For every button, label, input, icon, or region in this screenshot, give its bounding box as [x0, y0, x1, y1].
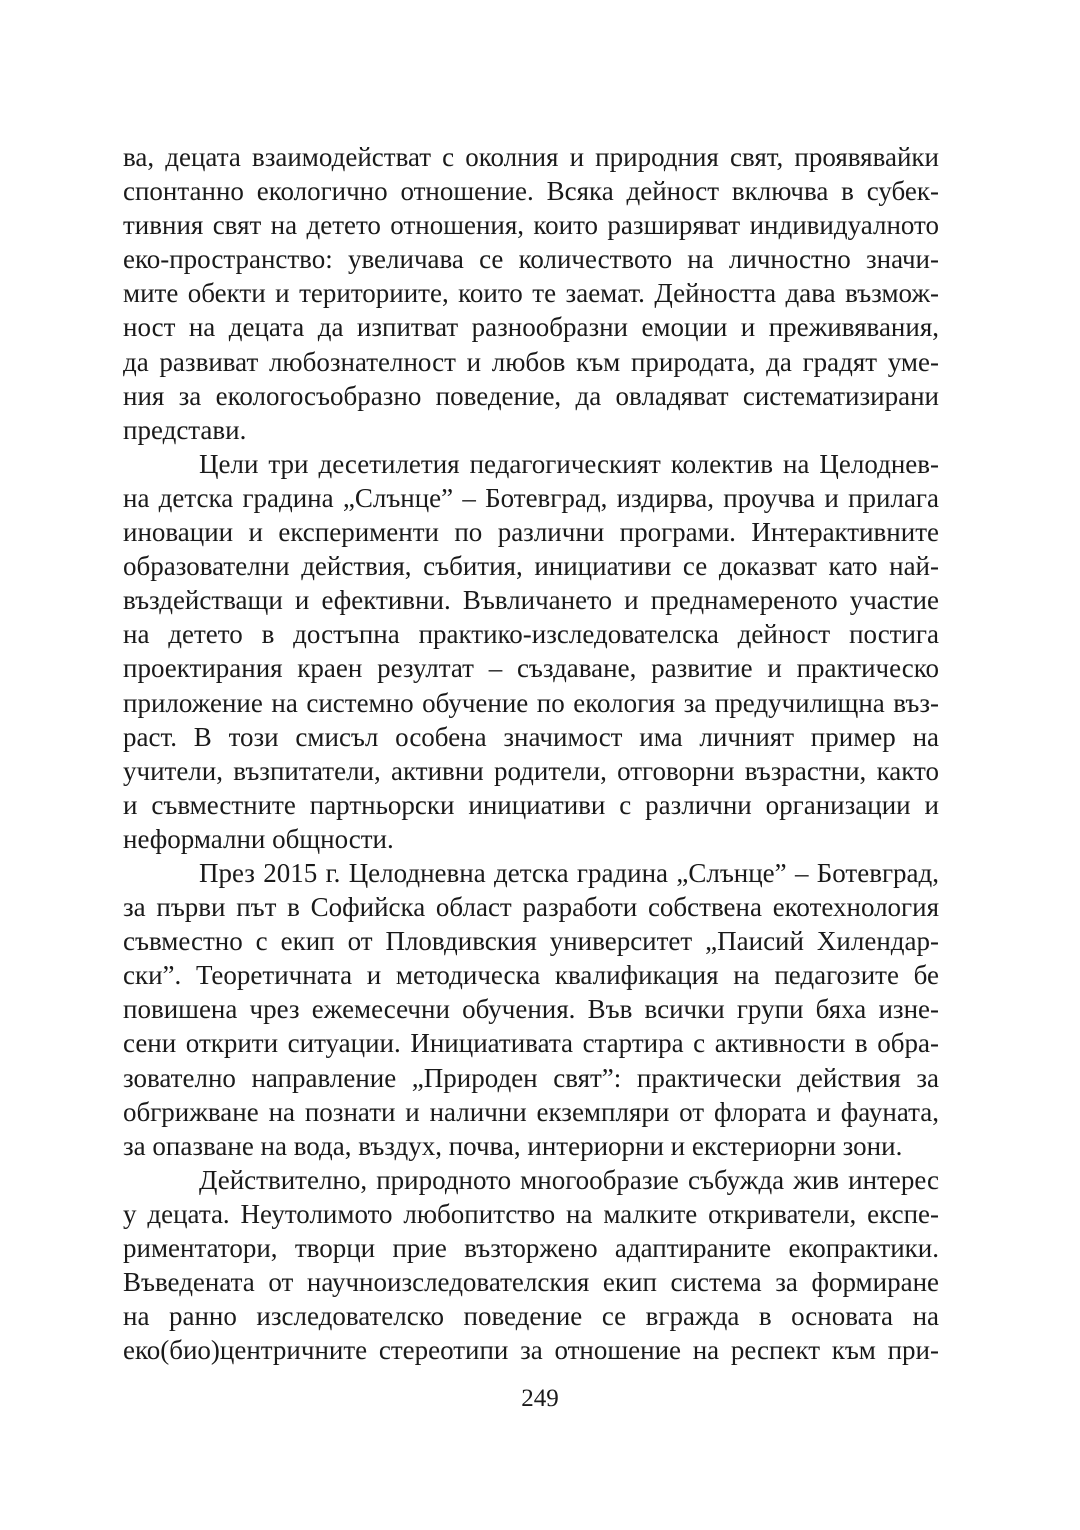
text-line: сени открити ситуации. Инициативата стартира с активности в обра- [123, 1028, 939, 1059]
paragraph [123, 1163, 939, 1368]
text-line: за опазване на вода, въздух, почва, интериорни и екстериорни зони. [123, 1130, 903, 1161]
text-line: ски”. Теоретичната и методическа квалификация на педагозите бе [123, 960, 939, 991]
text-line: на детето в достъпна практико-изследователска дейност постига [123, 619, 939, 650]
text-line: еко-пространство: увеличава се количеството на личностно значи- [123, 244, 939, 275]
text-line: въздействащи и ефективни. Въвличането и преднамереното участие [123, 585, 939, 616]
text-line: ност на децата да изпитват разнообразни емоции и преживявания, [123, 312, 939, 343]
text-line: неформални общности. [123, 823, 394, 854]
text-line: съвместно с екип от Пловдивския университет „Паисий Хилендар- [123, 926, 939, 957]
text-line: проектирания краен резултат – създаване, развитие и практическо [123, 653, 939, 684]
text-line: повишена чрез ежемесечни обучения. Във всички групи бяха изне- [123, 994, 939, 1025]
text-line: ва, децата взаимодействат с околния и природния свят, проявявайки [123, 142, 939, 172]
text-line: мите обекти и териториите, които те заемат. Дейността дава възмож- [123, 278, 939, 309]
body-text [123, 140, 939, 1367]
paragraph [123, 447, 939, 856]
page-number: 249 [521, 1385, 559, 1412]
text-line: риментатори, творци прие възторжено адаптираните екопрактики. [123, 1233, 939, 1263]
text-line: раст. В този смисъл особена значимост има личният пример на [123, 721, 939, 752]
text-line: спонтанно екологично отношение. Всяка дейност включва в субек- [123, 176, 939, 207]
text-line: да развиват любознателност и любов към природата, да градят уме- [123, 346, 939, 377]
text-line: тивния свят на детето отношения, които разширяват индивидуалното [123, 210, 939, 241]
text-line: за първи път в Софийска област разработи собствена екотехнология [123, 892, 939, 923]
text-line: на ранно изследователско поведение се вгражда в основата на [123, 1301, 939, 1332]
paragraph [123, 140, 939, 447]
text-line: и съвместните партньорски инициативи с различни организации и [123, 789, 939, 820]
text-line: Цели три десетилетия педагогическият колектив на Целоднев- [199, 448, 939, 479]
text-line: ния за екологосъобразно поведение, да овладяват систематизирани [123, 380, 939, 411]
text-line: на детска градина „Слънце” – Ботевград, издирва, проучва и прилага [123, 482, 939, 513]
text-line: обгрижване на познати и налични екземпляри от флората и фауната, [123, 1096, 939, 1127]
text-line: еко(био)центричните стереотипи за отношение на респект към при- [123, 1335, 939, 1366]
text-line: у децата. Неутолимото любопитство на малките откриватели, експе- [123, 1198, 939, 1229]
text-line: иновации и експерименти по различни програми. Интерактивните [123, 517, 939, 548]
text-line: представи. [123, 414, 247, 445]
text-line: учители, възпитатели, активни родители, отговорни възрастни, както [123, 755, 939, 786]
paragraph [123, 856, 939, 1163]
text-line: приложение на системно обучение по екология за предучилищна въз- [123, 687, 939, 718]
text-line: Действително, природното многообразие събужда жив интерес [199, 1164, 939, 1195]
text-line: образователни действия, събития, инициативи се доказват като най- [123, 551, 939, 582]
text-line: зователно направление „Природен свят”: практически действия за [123, 1062, 939, 1093]
text-line: Въведената от научноизследователския екип система за формиране [123, 1267, 939, 1298]
text-line: През 2015 г. Целодневна детска градина „Слънце” – Ботевград, [199, 857, 939, 888]
